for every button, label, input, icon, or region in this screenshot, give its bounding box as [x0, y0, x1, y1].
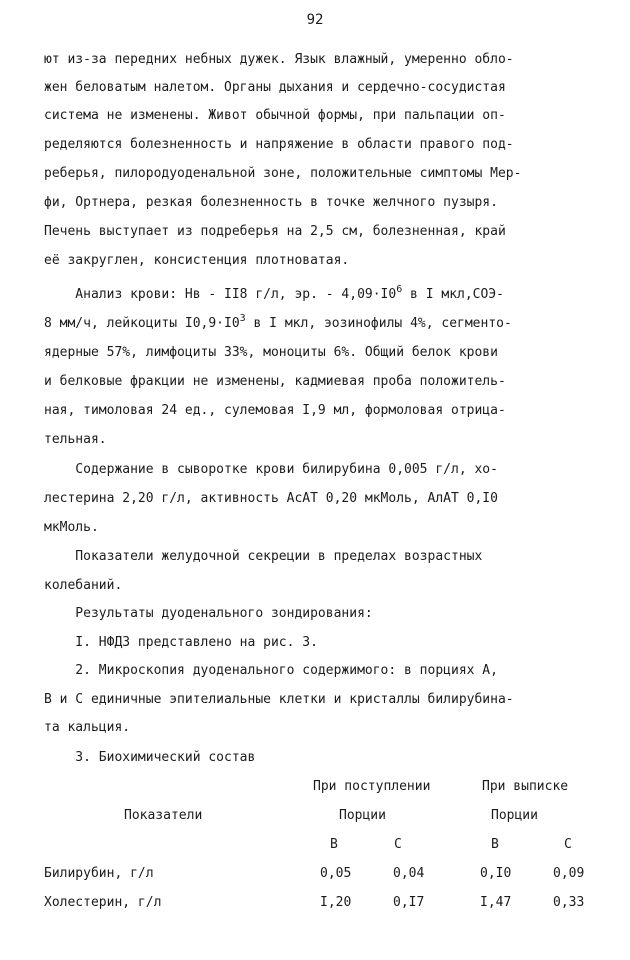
blood-analysis-line: [44, 313, 512, 333]
page-number: 92: [306, 12, 324, 28]
table-cell: I,47: [480, 895, 512, 910]
list-item: 2. Микроскопия дуоденального содержимого: в порциях А,: [44, 663, 498, 678]
header-portions: Порции: [339, 808, 386, 823]
text-segment: в I мкл, эозинофилы 4%, сегменто-: [245, 316, 512, 331]
col-header-c: С: [394, 837, 402, 852]
table-cell: 0,09: [553, 866, 585, 881]
text-line: жен беловатым налетом. Органы дыхания и сердечно-сосудистая: [44, 80, 506, 95]
row-label: Холестерин, г/л: [44, 895, 162, 910]
table-cell: 0,33: [553, 895, 585, 910]
header-discharge: При выписке: [482, 779, 569, 794]
blood-analysis-line: [44, 284, 504, 304]
header-admission: При поступлении: [313, 779, 431, 794]
text-line: Печень выступает из подреберья на 2,5 см, болезненная, край: [44, 224, 506, 239]
serum-line: мкМоль.: [44, 520, 99, 535]
text-line: система не изменены. Живот обычной формы, при пальпации оп-: [44, 108, 506, 123]
header-params: Показатели: [124, 808, 203, 823]
list-item-continued: та кальция.: [44, 720, 131, 735]
text-segment: в I мкл,СОЭ-: [402, 287, 504, 302]
list-item: I. НФДЗ представлено на рис. 3.: [44, 635, 318, 650]
header-portions: Порции: [491, 808, 538, 823]
text-line: фи, Ортнера, резкая болезненность в точке желчного пузыря.: [44, 195, 498, 210]
list-item: 3. Биохимический состав: [44, 750, 256, 765]
blood-analysis-line: и белковые фракции не изменены, кадмиевая проба положитель-: [44, 374, 506, 389]
text-line: её закруглен, консистенция плотноватая.: [44, 253, 350, 268]
blood-analysis-line: ная, тимоловая 24 ед., сулемовая I,9 мл, формоловая отрица-: [44, 403, 506, 418]
table-cell: 0,I7: [393, 895, 425, 910]
text-segment: Анализ крови: Нв - II8 г/л, эр. - 4,09·I0: [44, 287, 397, 302]
serum-line: Содержание в сыворотке крови билирубина 0,005 г/л, хо-: [44, 462, 498, 477]
superscript: 6: [396, 284, 403, 295]
superscript: 3: [239, 313, 246, 324]
text-line: реберья, пилородуоденальной зоне, положительные симптомы Мер-: [44, 166, 522, 181]
row-label: Билирубин, г/л: [44, 866, 154, 881]
table-cell: 0,04: [393, 866, 425, 881]
table-cell: I,20: [320, 895, 352, 910]
gastric-line: колебаний.: [44, 578, 123, 593]
gastric-line: Показатели желудочной секреции в пределах возрастных: [44, 549, 483, 564]
blood-analysis-line: тельная.: [44, 432, 107, 447]
blood-analysis-line: ядерные 57%, лимфоциты 33%, моноциты 6%. Общий белок крови: [44, 345, 498, 360]
col-header-b: В: [491, 837, 499, 852]
list-item-continued: В и С единичные эпителиальные клетки и кристаллы билирубина-: [44, 692, 514, 707]
col-header-c: С: [564, 837, 572, 852]
text-segment: 8 мм/ч, лейкоциты I0,9·I0: [44, 316, 240, 331]
table-cell: 0,05: [320, 866, 352, 881]
serum-line: лестерина 2,20 г/л, активность АсАТ 0,20 мкМоль, АлАТ 0,I0: [44, 491, 498, 506]
duodenal-title: Результаты дуоденального зондирования:: [44, 606, 373, 621]
col-header-b: В: [330, 837, 338, 852]
text-line: ют из-за передних небных дужек. Язык влажный, умеренно обло-: [44, 52, 514, 67]
table-cell: 0,I0: [480, 866, 512, 881]
text-line: ределяются болезненность и напряжение в области правого под-: [44, 137, 514, 152]
